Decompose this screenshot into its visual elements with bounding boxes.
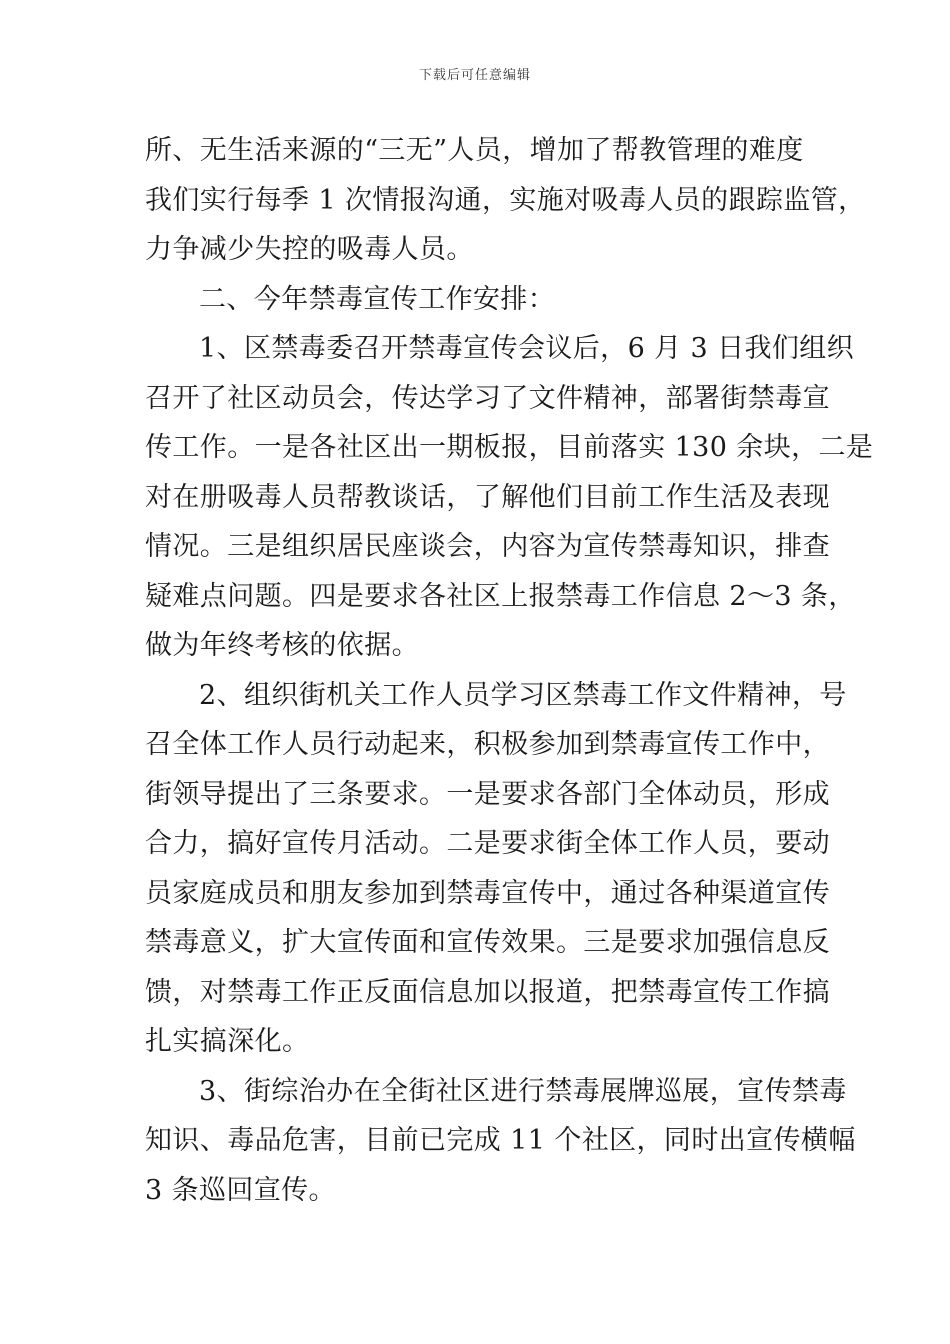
paragraph-item-2 (145, 671, 847, 1067)
text-line: 3、街综治办在全街社区进行禁毒展牌巡展，宣传禁毒 (199, 1075, 847, 1107)
section-heading (145, 275, 810, 325)
text-line: 馈，对禁毒工作正反面信息加以报道，把禁毒宣传工作搞 (145, 976, 830, 1008)
text-line: 1、区禁毒委召开禁毒宣传会议后，6 月 3 日我们组织 (199, 333, 855, 364)
text-line: 知识、毒品危害，目前已完成 11 个社区，同时出宣传横幅 (145, 1125, 856, 1156)
text-line: 疑难点问题。四是要求各社区上报禁毒工作信息 2～3 条， (145, 580, 856, 612)
text-line: 禁毒意义，扩大宣传面和宣传效果。三是要求加强信息反 (145, 927, 830, 958)
text-line: 合力，搞好宣传月活动。二是要求街全体工作人员，要动 (145, 828, 830, 859)
text-line: 召全体工作人员行动起来，积极参加到禁毒宣传工作中， (145, 729, 830, 760)
text-line: 所、无生活来源的“三无”人员，增加了帮教管理的难度 (145, 135, 804, 166)
text-line: 力争减少失控的吸毒人员。 (145, 234, 474, 265)
page-header-note: 下载后可任意编辑 (418, 68, 531, 83)
paragraph-item-3 (145, 1067, 856, 1216)
document-body (145, 126, 874, 1215)
paragraph-item-1 (145, 324, 874, 671)
text-line: 扎实搞深化。 (145, 1026, 310, 1057)
text-line: 街领导提出了三条要求。一是要求各部门全体动员，形成 (145, 778, 830, 810)
text-line: 做为年终考核的依据。 (145, 630, 419, 661)
text-line: 对在册吸毒人员帮教谈话，了解他们目前工作生活及表现 (145, 481, 830, 513)
text-line: 召开了社区动员会，传达学习了文件精神，部署街禁毒宣 (145, 382, 830, 414)
text-line: 传工作。一是各社区出一期板报，目前落实 130 余块，二是 (145, 432, 874, 463)
text-line: 情况。三是组织居民座谈会，内容为宣传禁毒知识，排查 (145, 531, 830, 562)
text-line: 员家庭成员和朋友参加到禁毒宣传中，通过各种渠道宣传 (145, 877, 830, 909)
text-line: 2、组织街机关工作人员学习区禁毒工作文件精神，号 (199, 679, 847, 711)
text-line: 我们实行每季 1 次情报沟通，实施对吸毒人员的跟踪监管， (145, 184, 866, 216)
text-line: 3 条巡回宣传。 (145, 1174, 336, 1206)
text-line: 二、今年禁毒宣传工作安排： (199, 283, 556, 315)
paragraph-continuation (145, 126, 866, 275)
